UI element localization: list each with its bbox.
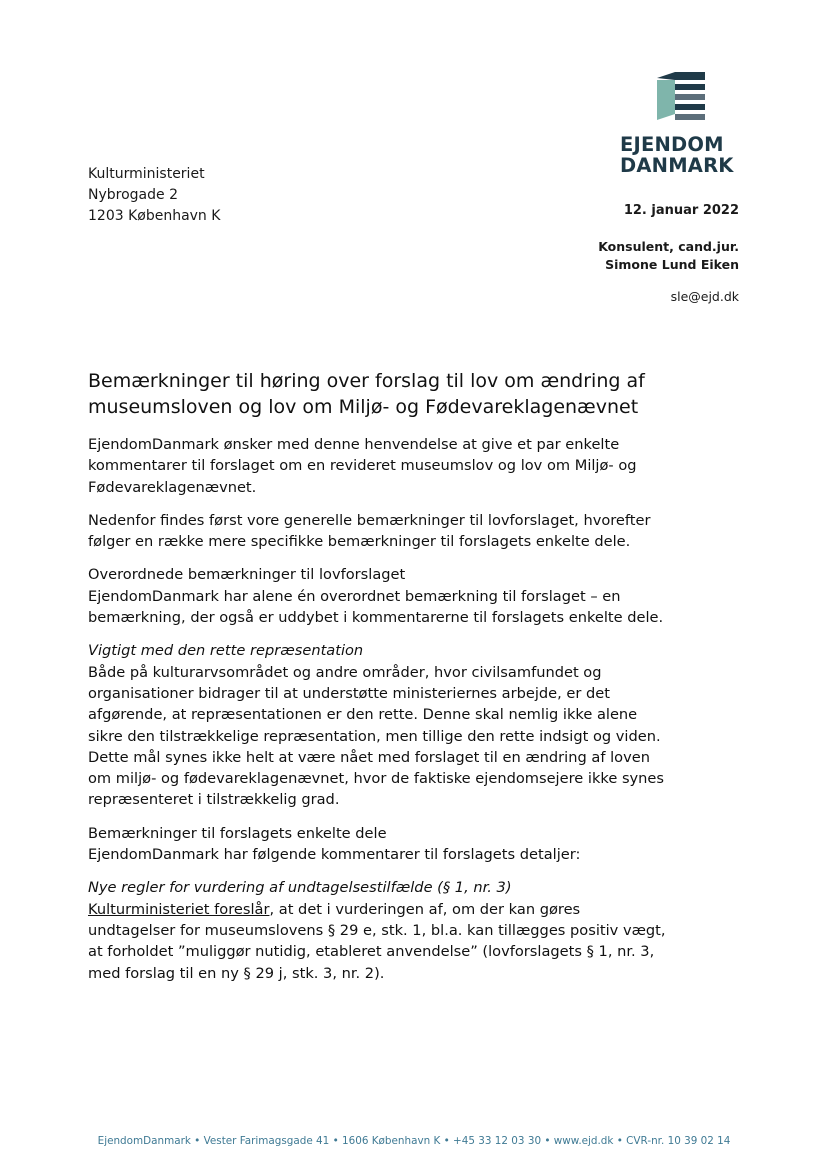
sender-email[interactable]: sle@ejd.dk [670, 289, 739, 304]
subsection-representation-text: Både på kulturarvsområdet og andre områder, hvor civilsamfundet og organisationer bidrager til at understøtte ministeriernes arbejde, er det afgørende, at repræsentationen er den rette. Denne skal nemlig ikke alene sikre den tilstrækkelige repræsentation, men tillige den rette indsigt og viden. Dette mål synes ikke helt at være nået med forslaget til en ændring af loven om miljø- og fødevareklagenævnet, hvor de faktiske ejendomsejere ikke synes repræsenteret i tilstrækkelig grad. [88, 663, 665, 809]
recipient-name: Kulturministeriet [88, 166, 205, 182]
sender-name: Simone Lund Eiken [605, 257, 739, 272]
logo-line-1: EJENDOM [620, 133, 724, 156]
recipient-street: Nybrogade 2 [88, 187, 178, 203]
subsection-representation [88, 640, 668, 810]
document-title [88, 368, 668, 420]
subsection-exceptions-text: , at det i vurderingen af, om der kan gøres undtagelser for museumslovens § 29 e, stk. 1, bl.a. kan tillægges positiv vægt, at forholdet ”muliggør nutidig, etableret anvendelse” (lovforslagets § 1, nr. 3, med forslag til en ny § 29 j, stk. 3, nr. 2). [88, 900, 666, 982]
subsection-representation-heading: Vigtigt med den rette repræsentation [88, 642, 364, 660]
section-general-heading: Overordnede bemærkninger til lovforslaget [88, 566, 406, 584]
recipient-city: 1203 København K [88, 208, 221, 224]
subsection-exceptions-heading: Nye regler for vurdering af undtagelsestilfælde (§ 1, nr. 3) [88, 879, 512, 897]
section-details-text: EjendomDanmark har følgende kommentarer til forslagets detaljer: [88, 846, 581, 864]
letter-body [88, 368, 668, 996]
sender-title: Konsulent, cand.jur. [598, 239, 739, 254]
title-line-1: Bemærkninger til høring over forslag til lov om ændring af [88, 370, 645, 392]
title-line-2: museumsloven og lov om Miljø- og Fødevareklagenævnet [88, 396, 639, 418]
logo-stack-icon [653, 70, 707, 124]
intro-paragraph: EjendomDanmark ønsker med denne henvendelse at give et par enkelte kommentarer til forslaget om en revideret museumslov og lov om Miljø- og Fødevareklagenævnet. [88, 436, 637, 496]
overview-paragraph: Nedenfor findes først vore generelle bemærkninger til lovforslaget, hvorefter følger en række mere specifikke bemærkninger til forslagets enkelte dele. [88, 511, 651, 551]
section-general [88, 564, 668, 628]
page-footer: EjendomDanmark • Vester Farimagsgade 41 • 1606 København K • +45 33 12 03 30 • www.ejd.dk • CVR-nr. 10 39 02 14 [97, 1135, 731, 1147]
ministry-proposal-link[interactable]: Kulturministeriet foreslår [88, 900, 270, 918]
section-general-text: EjendomDanmark har alene én overordnet bemærkning til forslaget – en bemærkning, der også er uddybet i kommentarerne til forslagets enkelte dele. [88, 587, 664, 627]
section-details [88, 823, 668, 866]
section-details-heading: Bemærkninger til forslagets enkelte dele [88, 824, 387, 842]
sender-block [598, 238, 739, 274]
logo-line-2: DANMARK [620, 154, 734, 177]
recipient-address [88, 164, 220, 227]
subsection-exceptions [88, 877, 668, 983]
letter-date: 12. januar 2022 [623, 203, 739, 218]
